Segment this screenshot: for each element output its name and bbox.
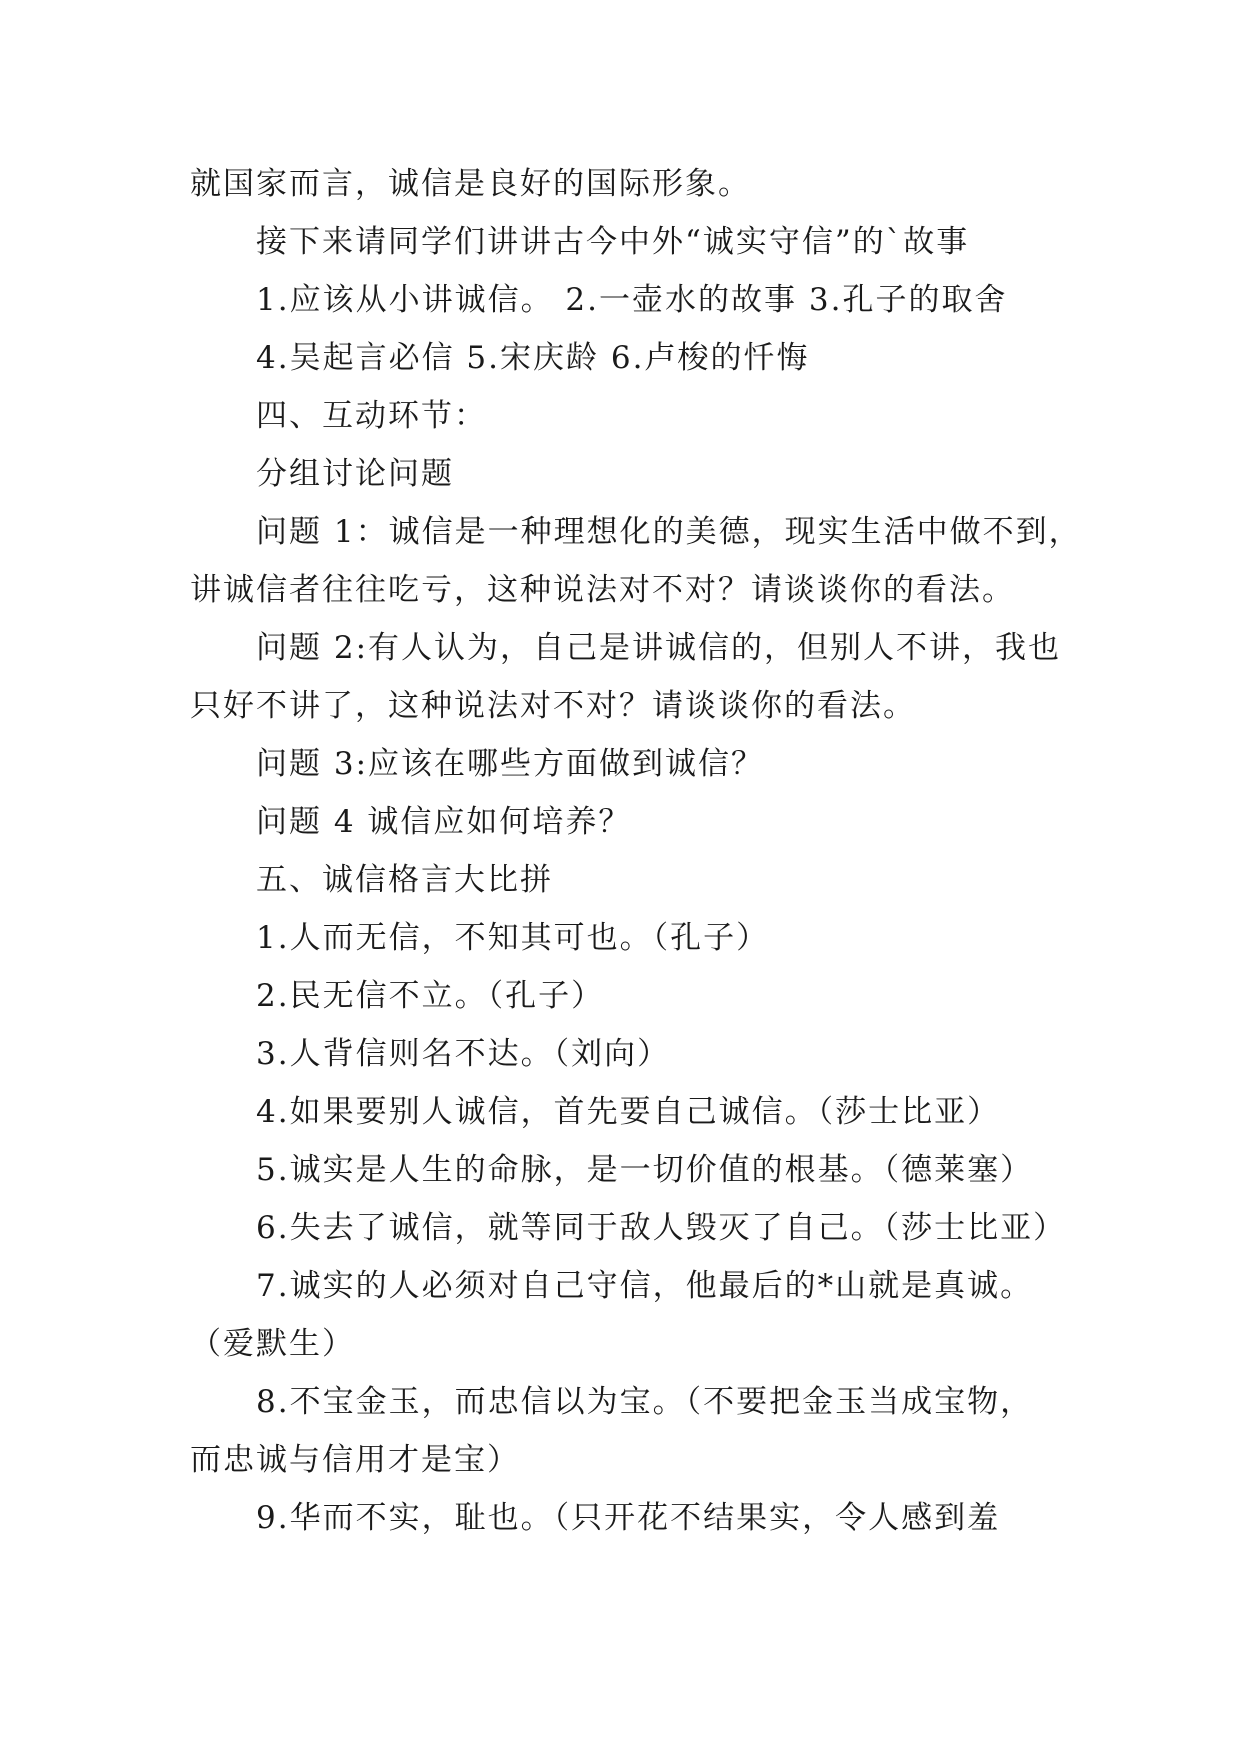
question-line: 问题 4 诚信应如何培养？: [256, 804, 632, 840]
quote-line: 2.民无信不立。（孔子）: [256, 978, 605, 1014]
question-line: 讲诚信者往往吃亏，这种说法对不对？请谈谈你的看法。: [190, 572, 1015, 608]
quote-line: 8.不宝金玉，而忠信以为宝。（不要把金玉当成宝物，: [256, 1384, 1034, 1420]
quote-line: （爱默生）: [190, 1326, 355, 1362]
section-heading: 五、诚信格言大比拼: [256, 862, 553, 898]
question-line: 问题 2:有人认为，自己是讲诚信的，但别人不讲，我也: [256, 630, 1062, 666]
question-line: 只好不讲了，这种说法对不对？请谈谈你的看法。: [190, 688, 916, 724]
quote-line: 6.失去了诚信，就等同于敌人毁灭了自己。（莎士比亚）: [256, 1210, 1067, 1246]
story-list-line: 1.应该从小讲诚信。 2.一壶水的故事 3.孔子的取舍: [256, 282, 1008, 318]
quote-line: 3.人背信则名不达。（刘向）: [256, 1036, 671, 1072]
quote-line: 1.人而无信，不知其可也。（孔子）: [256, 920, 770, 956]
document-body: [190, 155, 1082, 1547]
paragraph-line: 接下来请同学们讲讲古今中外“诚实守信”的`故事: [256, 224, 970, 260]
story-list-line: 4.吴起言必信 5.宋庆龄 6.卢梭的忏悔: [256, 340, 810, 376]
quote-line: 而忠诚与信用才是宝）: [190, 1442, 520, 1478]
question-line: 问题 3:应该在哪些方面做到诚信？: [256, 746, 765, 782]
subheading: 分组讨论问题: [256, 456, 454, 492]
quote-line: 5.诚实是人生的命脉，是一切价值的根基。（德莱塞）: [256, 1152, 1034, 1188]
paragraph-line: 就国家而言，诚信是良好的国际形象。: [190, 166, 751, 202]
section-heading: 四、互动环节：: [256, 398, 487, 434]
quote-line: 7.诚实的人必须对自己守信，他最后的*山就是真诚。: [256, 1268, 1034, 1304]
question-line: 问题 1：诚信是一种理想化的美德，现实生活中做不到，: [256, 514, 1082, 550]
quote-line: 9.华而不实，耻也。（只开花不结果实，令人感到羞: [256, 1500, 1001, 1536]
quote-line: 4.如果要别人诚信，首先要自己诚信。（莎士比亚）: [256, 1094, 1001, 1130]
